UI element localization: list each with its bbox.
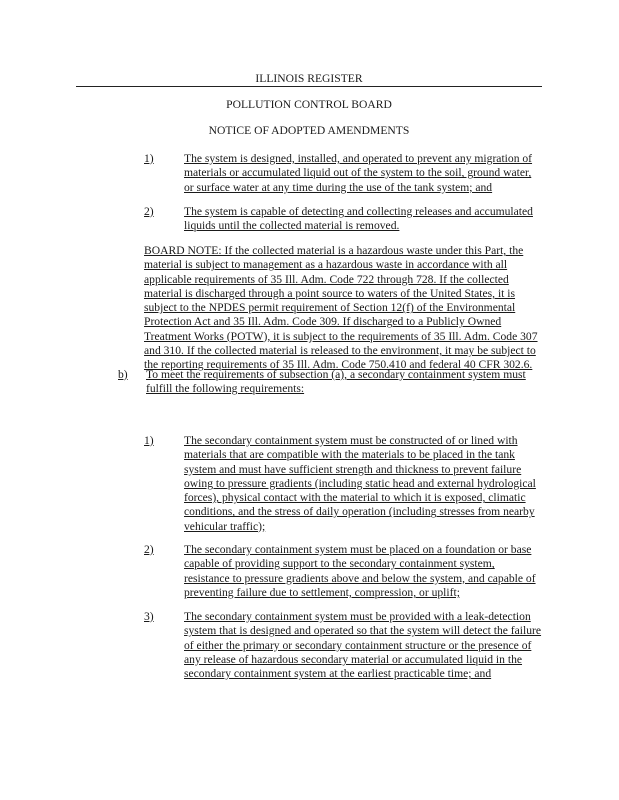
item-number: 2) — [144, 205, 154, 218]
header-rule — [76, 86, 542, 87]
register-title: ILLINOIS REGISTER — [255, 72, 363, 85]
item-text: To meet the requirements of subsection (a), a secondary containment system must fulfill the following requirements: — [146, 368, 526, 396]
item-text: The secondary containment system must be provided with a leak-detection system that is designed and operated so that the system will detect the failure of either the primary or secondary containment structure or the presence of any release of hazardous secondary material or accumulated liquid in the secondary containment system at the earliest practicable time; and — [184, 610, 542, 681]
item-number: 1) — [144, 434, 154, 447]
item-text: The system is capable of detecting and collecting releases and accumulated liquids until the collected material is removed. — [184, 205, 533, 233]
item-text: The secondary containment system must be placed on a foundation or base capable of providing support to the secondary containment system, resistance to pressure gradients above and below the system, and capable of preventing failure due to settlement, compression, or uplift; — [184, 543, 536, 599]
item-text: The system is designed, installed, and operated to prevent any migration of materials or accumulated liquid out of the system to the soil, ground water, or surface water at any time during the use of the tank system; and — [184, 152, 533, 194]
item-number: 1) — [144, 152, 154, 165]
board-title: POLLUTION CONTROL BOARD — [226, 98, 392, 111]
item-text: The secondary containment system must be constructed of or lined with materials that are compatible with the materials to be placed in the tank system and must have sufficient strength and thickness to prevent failure owing to pressure gradients (including static head and external hydrological forces), physical contact with the material to which it is exposed, climatic conditions, and the stress of daily operation (including stresses from nearby vehicular traffic); — [184, 434, 536, 533]
item-number: 3) — [144, 610, 154, 623]
item-number: 2) — [144, 543, 154, 556]
item-number: b) — [118, 368, 128, 381]
notice-title: NOTICE OF ADOPTED AMENDMENTS — [208, 124, 410, 137]
board-note: BOARD NOTE: If the collected material is a hazardous waste under this Part, the material is subject to management as a hazardous waste in accordance with all applicable requirements of 35 Ill. Adm. Code 722 through 728. If the collected material is discharged through a point source to waters of the United States, it is subject to the NPDES permit requirement of Section 12(f) of the Environmental Protection Act and 35 Ill. Adm. Code 309. If discharged to a Publicly Owned Treatment Works (POTW), it is subject to the requirements of 35 Ill. Adm. Code 307 and 310. If the collected material is released to the environment, it may be subject to the reporting requirements of 35 Ill. Adm. Code 750.410 and federal 40 CFR 302.6. — [144, 244, 538, 372]
